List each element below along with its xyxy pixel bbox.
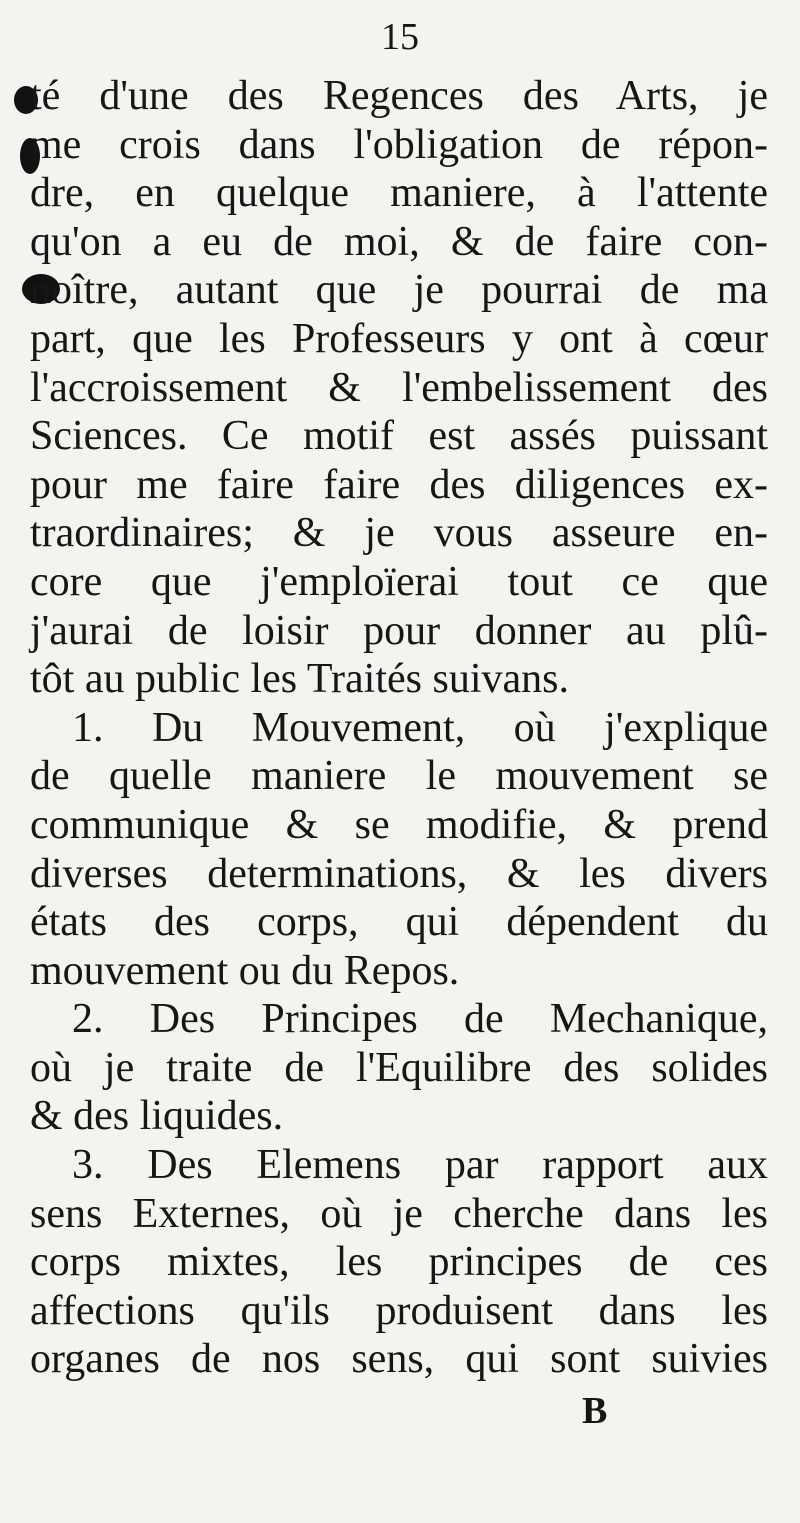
text-line: & des liquides. <box>30 1093 284 1140</box>
text-line: affections qu'ils produisent dans les <box>30 1287 768 1334</box>
text-line: diverses determinations, & les divers <box>30 850 768 897</box>
text-line: 2. Des Principes de Mechanique, <box>72 996 768 1043</box>
text-line: 1. Du Mouvement, où j'explique <box>72 704 768 751</box>
page-number: 15 <box>381 16 419 58</box>
signature-mark: B <box>582 1390 608 1432</box>
text-line: Sciences. Ce motif est assés puissant <box>30 413 768 460</box>
text-line: qu'on a eu de moi, & de faire con- <box>30 218 768 265</box>
text-line: états des corps, qui dépendent du <box>30 899 768 946</box>
text-line: l'accroissement & l'embelissement des <box>30 364 768 411</box>
text-line: té d'une des Regences des Arts, je <box>30 73 768 119</box>
text-line: traordinaires; & je vous asseure en- <box>30 510 768 557</box>
text-line: tôt au public les Traités suivans. <box>30 656 569 703</box>
text-line: communique & se modifie, & prend <box>30 801 768 848</box>
text-line: pour me faire faire des diligences ex- <box>30 461 768 508</box>
text-line: mouvement ou du Repos. <box>30 947 460 994</box>
text-line: noître, autant que je pourrai de ma <box>30 267 768 314</box>
text-line: core que j'emploïerai tout ce que <box>30 558 768 605</box>
text-line: de quelle maniere le mouvement se <box>30 753 768 800</box>
text-line: organes de nos sens, qui sont suivies <box>30 1336 768 1383</box>
text-line: me crois dans l'obligation de répon- <box>30 121 768 168</box>
text-line: 3. Des Elemens par rapport aux <box>72 1142 768 1189</box>
text-line: sens Externes, où je cherche dans les <box>30 1190 768 1237</box>
text-line: dre, en quelque maniere, à l'attente <box>30 170 768 217</box>
text-line: j'aurai de loisir pour donner au plû- <box>30 607 768 654</box>
text-line: corps mixtes, les principes de ces <box>30 1239 768 1286</box>
body-text <box>30 72 768 1384</box>
text-line: part, que les Professeurs y ont à cœur <box>30 315 768 362</box>
text-line: où je traite de l'Equilibre des solides <box>30 1044 768 1091</box>
